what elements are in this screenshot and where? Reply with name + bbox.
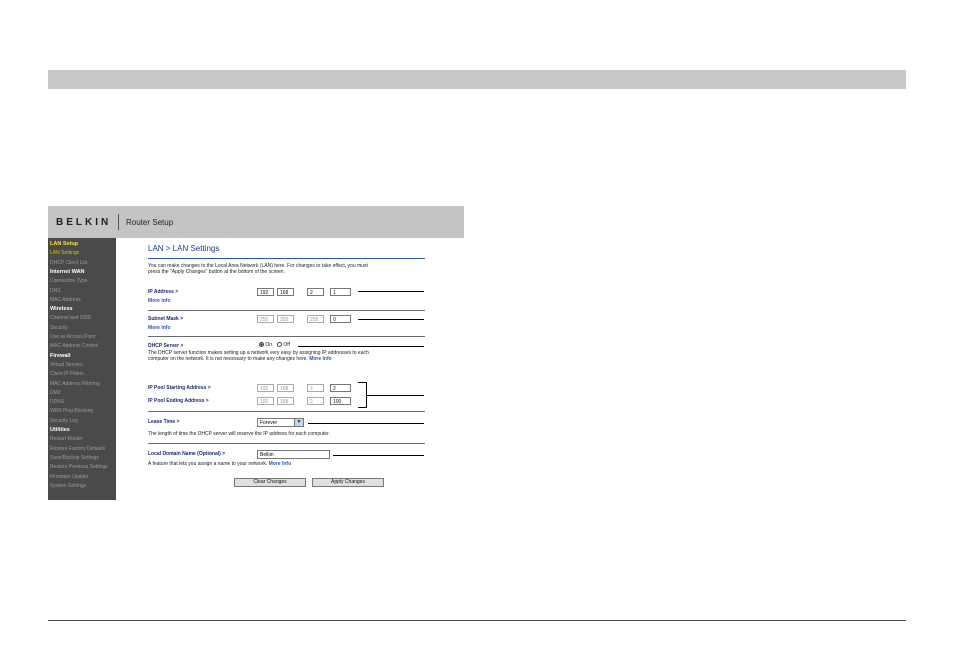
callout-ip <box>358 291 424 292</box>
lease-time-select[interactable] <box>257 418 304 427</box>
belkin-logo: BELKIN <box>56 217 112 228</box>
pool-start-octet-2: 168 <box>277 384 294 392</box>
subnet-octet-1: 255 <box>257 315 274 323</box>
dhcp-on-radio[interactable]: On <box>259 342 272 348</box>
lease-description: The length of time the DHCP server will reserve the IP address for each computer. <box>148 431 330 437</box>
clear-changes-button[interactable]: Clear Changes <box>234 478 306 487</box>
router-header <box>48 206 464 238</box>
sidebar-nav <box>48 238 116 500</box>
separator-3 <box>148 411 425 412</box>
page-title: LAN > LAN Settings <box>148 244 220 253</box>
ip-octet-4[interactable]: 1 <box>330 288 351 296</box>
sidebar-item-10[interactable]: Use as Access Point <box>50 334 96 340</box>
sidebar-item-15[interactable]: MAC Address Filtering <box>50 380 100 387</box>
sidebar-item-23[interactable]: Save/Backup Settings <box>50 454 99 461</box>
dhcp-server-label: DHCP Server > <box>148 343 184 349</box>
sidebar-item-25[interactable]: Firmware Update <box>50 473 89 480</box>
radio-selected-icon <box>259 342 264 347</box>
callout-subnet <box>358 319 424 320</box>
header-divider <box>118 214 119 230</box>
separator-1 <box>148 310 425 311</box>
ip-octet-1[interactable]: 192 <box>257 288 274 296</box>
dhcp-description: The DHCP server function makes setting up a network very easy by assigning IP addresses to each computer on the network. It is not necessary to make any changes here. More Info <box>148 350 369 362</box>
callout-domain <box>333 455 424 456</box>
separator-2 <box>148 336 425 337</box>
pool-start-octet-1: 192 <box>257 384 274 392</box>
subnet-more-info-link[interactable]: More Info <box>148 325 171 331</box>
sidebar-item-8[interactable]: Channel and SSID <box>50 315 92 322</box>
sidebar-item-4[interactable]: Connection Type <box>50 278 88 285</box>
subnet-octet-4[interactable]: 0 <box>330 315 351 323</box>
sidebar-item-2[interactable]: DHCP Client List <box>50 259 88 266</box>
sidebar-item-26[interactable]: System Settings <box>50 482 87 489</box>
pool-end-octet-3: 2 <box>307 397 324 405</box>
separator-4 <box>148 443 425 444</box>
dhcp-more-info-link[interactable]: More Info <box>309 356 332 362</box>
ip-octet-3[interactable]: 2 <box>307 288 324 296</box>
apply-changes-button[interactable]: Apply Changes <box>312 478 384 487</box>
pool-start-octet-4[interactable]: 2 <box>330 384 351 392</box>
domain-description: A feature that lets you assign a name to your network. More Info <box>148 461 292 467</box>
page-footer-line <box>48 620 906 621</box>
sidebar-item-5[interactable]: DNS <box>50 287 61 294</box>
sidebar-item-24[interactable]: Restore Previous Settings <box>50 464 108 471</box>
sidebar-item-21[interactable]: Restart Router <box>50 436 83 443</box>
domain-name-label: Local Domain Name (Optional) > <box>148 451 226 457</box>
page-header-bar <box>48 70 906 89</box>
sidebar-item-7[interactable]: Wireless <box>50 306 73 313</box>
ip-more-info-link[interactable]: More Info <box>148 298 171 304</box>
intro-text: You can make changes to the Local Area Network (LAN) here. For changes to take effect, you must press the "Apply Changes" button at the bottom of the screen. <box>148 263 368 275</box>
subnet-octet-3: 255 <box>307 315 324 323</box>
sidebar-item-0[interactable]: LAN Setup <box>50 241 79 247</box>
sidebar-item-19[interactable]: Security Log <box>50 417 78 424</box>
sidebar-item-17[interactable]: DDNS <box>50 399 65 406</box>
pool-end-label: IP Pool Ending Address > <box>148 398 209 404</box>
sidebar-item-20[interactable]: Utilities <box>50 427 70 433</box>
sidebar-item-3[interactable]: Internet WAN <box>50 268 85 275</box>
subnet-mask-label: Subnet Mask > <box>148 316 184 322</box>
callout-dhcp <box>298 346 424 347</box>
callout-pool-bracket <box>358 382 367 408</box>
main-content <box>118 238 464 500</box>
sidebar-item-6[interactable]: MAC Address <box>50 296 81 303</box>
callout-lease <box>308 423 424 424</box>
callout-pool <box>367 395 424 396</box>
sidebar-item-1[interactable]: LAN Settings <box>50 250 80 257</box>
title-underline <box>148 258 425 259</box>
dhcp-off-radio[interactable]: Off <box>277 342 290 348</box>
pool-end-octet-4[interactable]: 100 <box>330 397 351 405</box>
pool-start-label: IP Pool Starting Address > <box>148 385 211 391</box>
sidebar-item-12[interactable]: Firewall <box>50 352 71 359</box>
sidebar-item-18[interactable]: WAN Ping Blocking <box>50 408 94 415</box>
sidebar-item-9[interactable]: Security <box>50 324 69 331</box>
sidebar-item-22[interactable]: Restore Factory Defaults <box>50 445 106 452</box>
lease-time-label: Lease Time > <box>148 419 180 425</box>
sidebar-item-16[interactable]: DMZ <box>50 389 61 396</box>
chevron-down-icon[interactable]: ▼ <box>294 419 303 426</box>
sidebar-item-13[interactable]: Virtual Servers <box>50 361 83 368</box>
pool-end-octet-2: 168 <box>277 397 294 405</box>
sidebar-item-14[interactable]: Client IP Filters <box>50 371 84 378</box>
pool-start-octet-3: 2 <box>307 384 324 392</box>
domain-name-input[interactable]: Belkin <box>257 450 330 459</box>
header-title: Router Setup <box>126 218 174 227</box>
subnet-octet-2: 255 <box>277 315 294 323</box>
pool-end-octet-1: 192 <box>257 397 274 405</box>
ip-octet-2[interactable]: 168 <box>277 288 294 296</box>
ip-address-label: IP Address > <box>148 289 179 295</box>
radio-unselected-icon <box>277 342 282 347</box>
sidebar-item-11[interactable]: MAC Address Control <box>50 343 99 350</box>
lease-time-value: Forever <box>260 420 278 426</box>
domain-more-info-link[interactable]: More Info <box>268 461 292 467</box>
